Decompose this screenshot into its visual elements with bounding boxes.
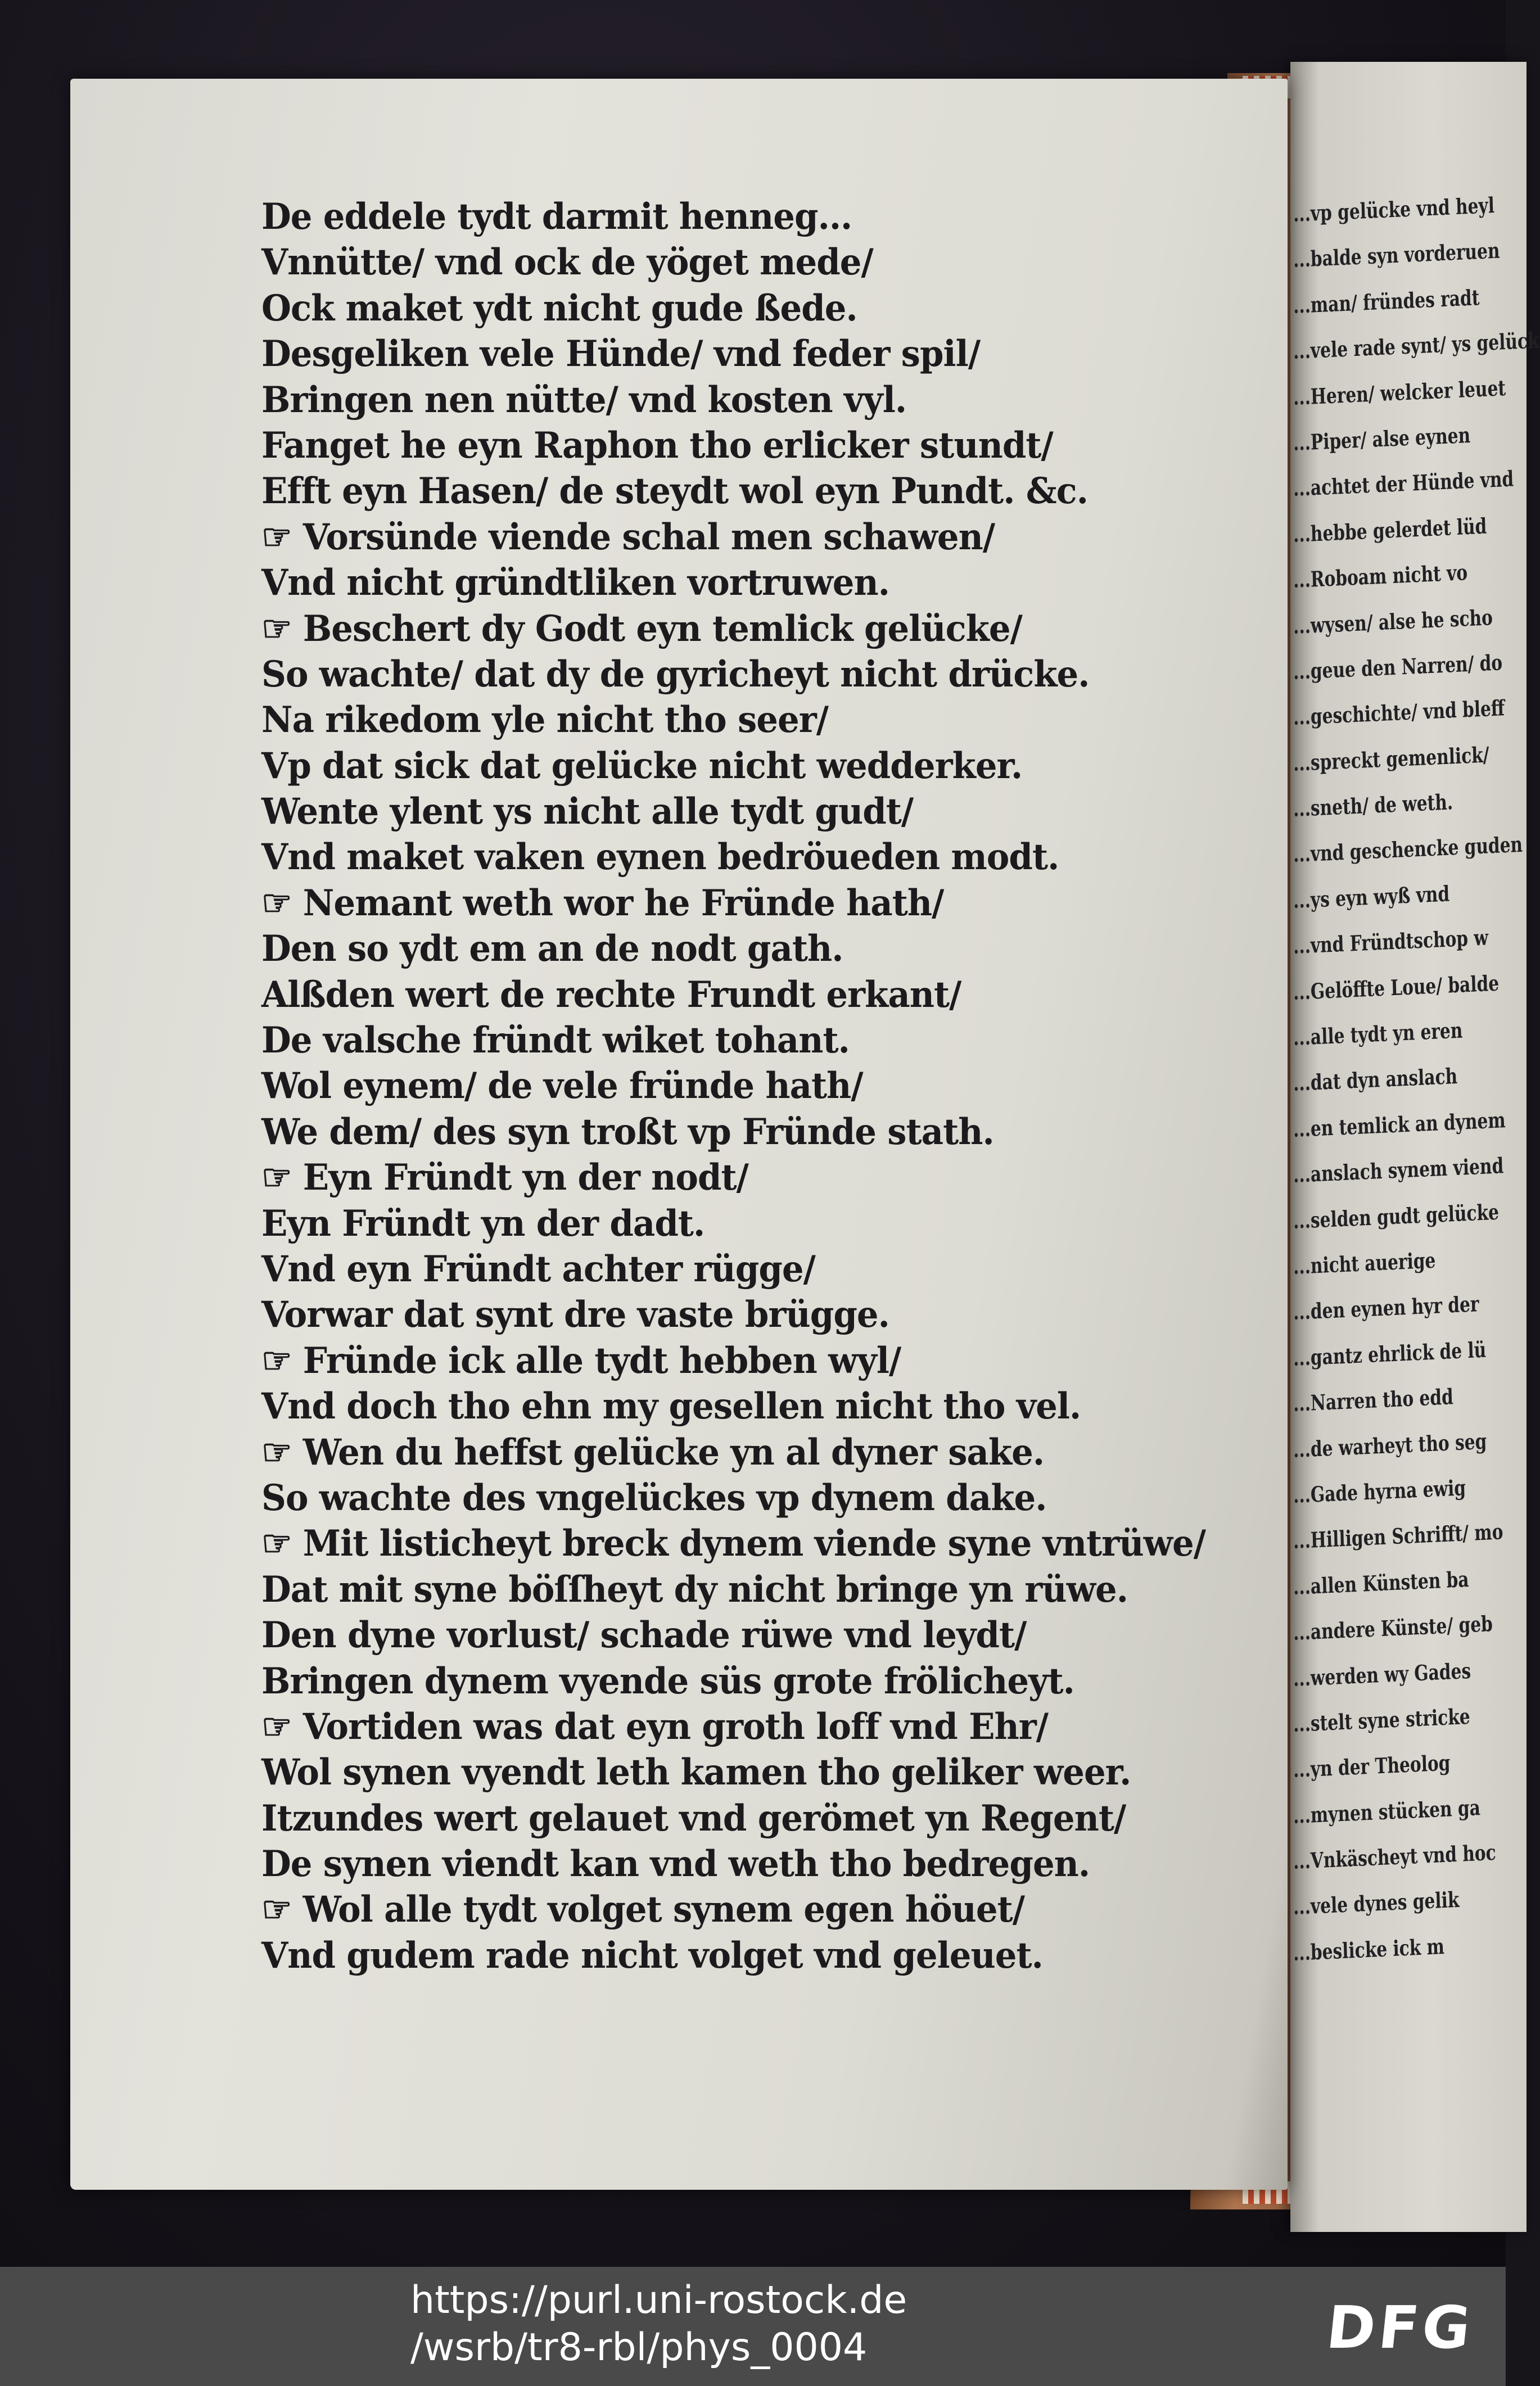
facing-text-line: ...ys eyn wyß vnd [1293,880,1450,913]
text-line: So wachte/ dat dy de gyricheyt nicht drücke. [261,653,1090,695]
text-line: ☞ Mit listicheyt breck dynem viende syne vntrüwe/ [261,1522,1206,1565]
text-line: Wente ylent ys nicht alle tydt gudt/ [261,790,914,833]
text-line: Vnd gudem rade nicht volget vnd geleuet. [261,1934,1043,1977]
text-line: Den so ydt em an de nodt gath. [261,928,843,970]
page-text [261,194,1273,1978]
permalink-line-2[interactable]: /wsrb/tr8-rbl/phys_0004 [410,2325,868,2370]
text-line: Vnd doch tho ehn my gesellen nicht tho vel. [261,1385,1081,1428]
facing-text-line: ...vp gelücke vnd heyl [1293,192,1495,227]
facing-text-line: ...Roboam nicht vo [1293,559,1468,593]
text-line: Dat mit syne böſſheyt dy nicht bringe yn rüwe. [261,1568,1128,1611]
facing-text-line: ...gantz ehrlick de lü [1293,1336,1487,1371]
facing-text-line: ...alle tydt yn eren [1293,1017,1463,1051]
facing-text-line: ...hebbe gelerdet lüd [1293,513,1487,547]
text-line: Efft eyn Hasen/ de steydt wol eyn Pundt. &c. [261,470,1088,513]
facing-text-line: ...en temlick an dynem [1293,1106,1506,1142]
facing-text-line: ...Gade hyrna ewig [1293,1475,1466,1508]
text-line: Den dyne vorlust/ schade rüwe vnd leydt/ [261,1614,1027,1657]
facing-text-line: ...de warheyt tho seg [1293,1428,1487,1462]
text-line: Wol eynem/ de vele fründe hath/ [261,1065,863,1108]
permalink[interactable] [410,2277,1085,2371]
facing-text-line: ...yn der Theolog [1293,1750,1451,1783]
facing-text-line: ...spreckt gemenlick/ [1293,742,1490,776]
facing-text-line: ...vele dynes gelik [1293,1887,1460,1920]
facing-text-line: ...vnd Fründtschop w [1293,924,1489,959]
text-line: So wachte des vngelückes vp dynem dake. [261,1476,1047,1519]
permalink-line-1[interactable]: https://purl.uni-rostock.de [410,2278,907,2322]
text-line: Wol synen vyendt leth kamen tho geliker weer. [261,1751,1131,1794]
text-line: De synen viendt kan vnd weth tho bedregen. [261,1843,1090,1886]
facing-text-line: ...geue den Narren/ do [1293,649,1503,684]
facing-text-line: ...stelt syne stricke [1293,1703,1471,1737]
text-line: Vnnütte/ vnd ock de yöget mede/ [261,241,873,284]
facing-text-line: ...Narren tho edd [1293,1384,1454,1417]
text-line: De valsche fründt wiket tohant. [261,1019,850,1062]
text-line: Ock maket ydt nicht gude ßede. [261,287,857,329]
text-line: ☞ Wol alle tydt volget synem egen höuet/ [261,1888,1024,1931]
text-line: Itzundes wert gelauet vnd gerömet yn Regent/ [261,1797,1126,1840]
facing-text-line: ...mynen stücken ga [1293,1794,1481,1828]
facing-text-line: ...anslach synem viend [1293,1153,1504,1188]
facing-text-line: ...Piper/ alse eynen [1293,422,1471,455]
text-line: Vnd maket vaken eynen bedröueden modt. [261,836,1059,879]
text-line: Vp dat sick dat gelücke nicht wedderker. [261,744,1023,787]
facing-text-line: ...Gelöffte Loue/ balde [1293,970,1500,1005]
facing-text-line: ...den eynen hyr der [1293,1291,1480,1325]
facing-text-line: ...sneth/ de weth. [1293,789,1453,822]
text-line: ☞ Vortiden was dat eyn groth loff vnd Ehr/ [261,1705,1049,1748]
facing-text-line: ...selden gudt gelücke [1293,1199,1500,1233]
facing-text-line: ...andere Künste/ geb [1293,1611,1493,1646]
text-line: ☞ Nemant weth wor he Fründe hath/ [261,882,944,924]
facing-text-line: ...werden wy Gades [1293,1657,1471,1691]
text-line: Bringen dynem vyende süs grote frölicheyt. [261,1660,1074,1702]
facing-text-line: ...Vnkäscheyt vnd hoc [1293,1839,1497,1874]
facing-text-line: ...allen Künsten ba [1293,1566,1470,1599]
text-line: De eddele tydt darmit henneg... [261,196,852,238]
text-line: Vnd nicht gründtliken vortruwen. [261,562,889,604]
facing-text-line: ...achtet der Hünde vnd [1293,466,1514,501]
facing-text-line: ...vnd geschencke guden [1293,832,1523,867]
text-line: ☞ Beschert dy Godt eyn temlick gelücke/ [261,607,1022,650]
text-line: Vorwar dat synt dre vaste brügge. [261,1294,889,1336]
facing-text-line: ...man/ fründes radt [1293,284,1480,318]
facing-text-line: ...balde syn vorderuen [1293,237,1500,273]
facing-text-line: ...geschichte/ vnd bleff [1293,695,1505,730]
text-line: Na rikedom yle nicht tho seer/ [261,699,829,742]
facing-text-line: ...Hilligen Schrifft/ mo [1293,1519,1504,1554]
facing-text-line: ...vele rade synt/ ys gelück [1293,327,1540,364]
facing-text-line: ...dat dyn anslach [1293,1063,1458,1096]
text-line: Desgeliken vele Hünde/ vnd feder spil/ [261,333,981,376]
text-line: Alßden wert de rechte Frundt erkant/ [261,973,961,1016]
facing-text-line: ...Heren/ welcker leuet [1293,374,1506,410]
text-line: Eyn Fründt yn der dadt. [261,1202,705,1245]
text-line: ☞ Eyn Fründt yn der nodt/ [261,1156,748,1199]
text-line: ☞ Fründe ick alle tydt hebben wyl/ [261,1339,901,1382]
text-line: ☞ Vorsünde viende schal men schawen/ [261,516,995,558]
text-line: Bringen nen nütte/ vnd kosten vyl. [261,378,907,421]
facing-page-text [1293,191,1540,1976]
text-line: ☞ Wen du heffst gelücke yn al dyner sake. [261,1431,1045,1474]
text-line: Vnd eyn Fründt achter rügge/ [261,1248,815,1290]
facing-text-line: ...nicht auerige [1293,1247,1436,1279]
facing-text-line: ...wysen/ alse he scho [1293,604,1493,639]
facing-text-line: ...beslicke ick m [1293,1933,1445,1965]
text-line: We dem/ des syn troßt vp Fründe stath. [261,1110,994,1153]
text-line: Fanget he eyn Raphon tho erlicker stundt/ [261,424,1053,467]
dfg-logo: DFG [1323,2293,1478,2362]
